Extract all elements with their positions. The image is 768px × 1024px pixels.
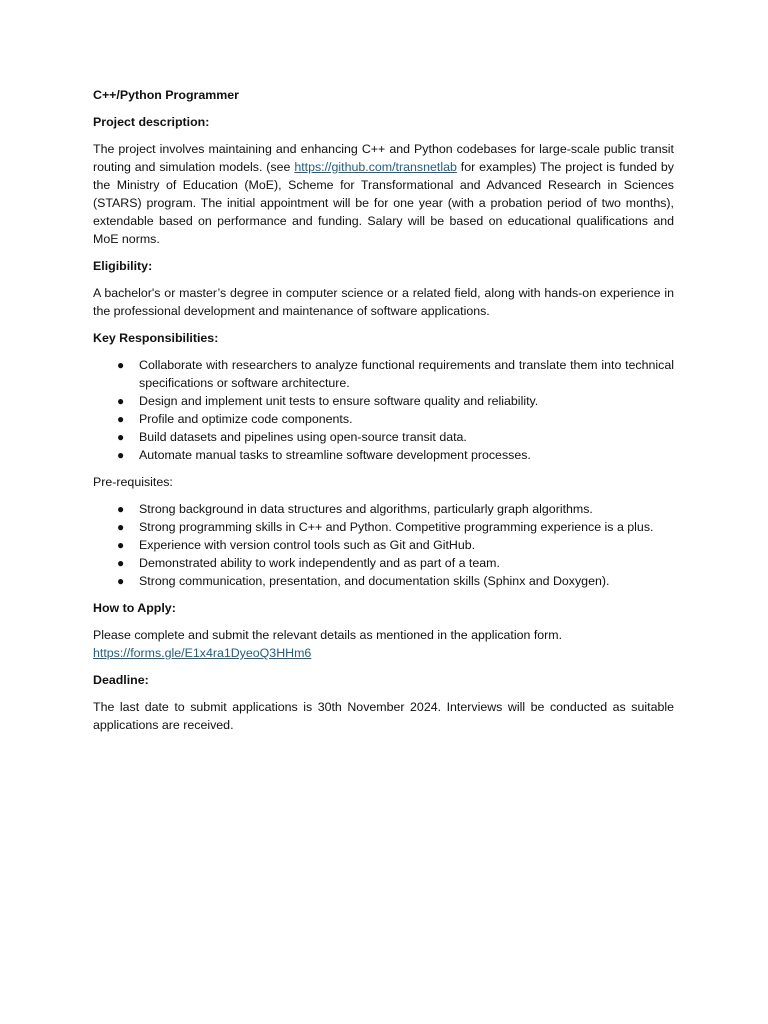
github-link[interactable]: https://github.com/transnetlab xyxy=(294,160,457,174)
eligibility-heading: Eligibility: xyxy=(93,259,153,273)
bullet-icon: ● xyxy=(117,556,125,570)
list-item xyxy=(93,518,674,536)
list-item-text: Build datasets and pipelines using open-source transit data. xyxy=(139,430,467,444)
eligibility-text: A bachelor's or master’s degree in computer science or a related field, along with hands-on experience in the professional development and maintenance of software applications. xyxy=(93,286,674,318)
application-form-link[interactable]: https://forms.gle/E1x4ra1DyeoQ3HHm6 xyxy=(93,646,312,660)
list-item-text: Strong background in data structures and algorithms, particularly graph algorithms. xyxy=(139,502,593,516)
deadline-text: The last date to submit applications is 30th November 2024. Interviews will be conducted as suitable applications are received. xyxy=(93,700,674,732)
list-item xyxy=(93,536,674,554)
list-item-text: Design and implement unit tests to ensure software quality and reliability. xyxy=(139,394,539,408)
list-item xyxy=(93,500,674,518)
list-item xyxy=(93,572,674,590)
how-to-apply-text xyxy=(93,626,674,662)
project-description-heading: Project description: xyxy=(93,115,210,129)
bullet-icon: ● xyxy=(117,358,125,372)
bullet-icon: ● xyxy=(117,394,125,408)
prerequisites-list xyxy=(93,500,674,590)
project-text-after-link: for examples) The project is funded by the Ministry of Education (MoE), Scheme for Transformational and Advanced Research in Sciences (STARS) program. The initial appointment will be for one year (with a probation period of two months), extendable based on performance and funding. Salary will be based on educational qualifications and MoE norms. xyxy=(93,160,674,246)
bullet-icon: ● xyxy=(117,412,125,426)
responsibilities-list xyxy=(93,356,674,464)
bullet-icon: ● xyxy=(117,538,125,552)
job-title: C++/Python Programmer xyxy=(93,88,239,102)
bullet-icon: ● xyxy=(117,520,125,534)
list-item xyxy=(93,428,674,446)
bullet-icon: ● xyxy=(117,502,125,516)
bullet-icon: ● xyxy=(117,574,125,588)
list-item xyxy=(93,554,674,572)
list-item xyxy=(93,392,674,410)
how-to-apply-heading: How to Apply: xyxy=(93,601,176,615)
list-item-text: Automate manual tasks to streamline software development processes. xyxy=(139,448,531,462)
list-item-text: Strong programming skills in C++ and Python. Competitive programming experience is a plus. xyxy=(139,520,654,534)
list-item xyxy=(93,356,674,392)
project-text-before-link: The project involves maintaining and enhancing C++ and Python codebases for large-scale public transit routing and simulation models. (see xyxy=(93,142,674,174)
document-page xyxy=(93,86,674,743)
list-item xyxy=(93,446,674,464)
list-item xyxy=(93,410,674,428)
list-item-text: Experience with version control tools such as Git and GitHub. xyxy=(139,538,476,552)
list-item-text: Demonstrated ability to work independently and as part of a team. xyxy=(139,556,500,570)
prerequisites-heading: Pre-requisites: xyxy=(93,475,173,489)
responsibilities-heading: Key Responsibilities: xyxy=(93,331,219,345)
project-description-text xyxy=(93,140,674,248)
apply-instructions: Please complete and submit the relevant details as mentioned in the application form. xyxy=(93,628,563,642)
list-item-text: Profile and optimize code components. xyxy=(139,412,353,426)
bullet-icon: ● xyxy=(117,448,125,462)
list-item-text: Strong communication, presentation, and documentation skills (Sphinx and Doxygen). xyxy=(139,574,610,588)
deadline-heading: Deadline: xyxy=(93,673,149,687)
list-item-text: Collaborate with researchers to analyze functional requirements and translate them into technical specifications or software architecture. xyxy=(139,358,674,390)
bullet-icon: ● xyxy=(117,430,125,444)
